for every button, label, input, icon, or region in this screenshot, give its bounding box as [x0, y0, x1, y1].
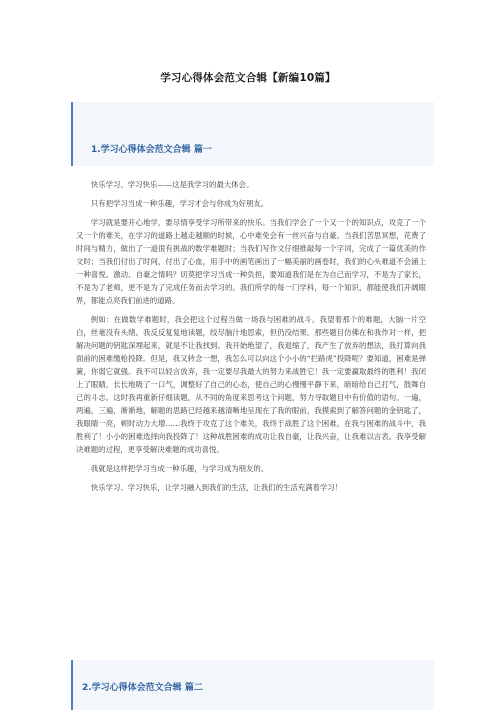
- section-heading-2: 2.学习心得体会范文合辑 篇二: [82, 683, 203, 693]
- paragraph: 快乐学习、学习快乐——这是我学习的最大体会。: [90, 180, 254, 189]
- paragraph: 例如：在做数学难题时，我会把这个过程当做一场我与困难的战斗。我望着那个的难题，大脑一片空白，丝毫没有头绪。我反反复复地读题，绞尽脑汁地思索，但仍没结果。那些题目仿佛在和我作对一样，把解决问题的钥匙深埋起来，就是不让我找到。我开始绝望了，我退缩了，我产生了放弃的想法，我打算向我面前的困难缴枪投降。但是，我又转念一想，我怎么可以向这个小小的“拦路虎”投降呢？要知道，困难是弹簧，你弱它就强。我不可以轻言放弃，我一定要尽我最大的努力来战胜它！我一定要赢取最终的胜利！我闭上了眼睛，长长地吸了一口气，调整好了自己的心态，使自己的心慢慢平静下来，暗暗给自己打气，鼓舞自己的斗志。这时我再重新仔细读题，从不同的角度来思考这个问题，努力寻取题目中有价值的语句。一遍，两遍，三遍，渐渐地，解题的思路已经越来越清晰地呈现在了我的眼前，我摸索到了解答问题的金钥匙了，我眼睛一亮，顿时动力大增……我终于攻克了这个难关，我终于战胜了这个困难。在我与困难的战斗中，我胜利了！小小的困难选择向我投降了！这种战胜困难的成功让我自豪，让我兴奋，让我难以言表。我享受解决难题的过程，更享受解决难题的成功喜悦。: [76, 315, 426, 454]
- paragraph: 学习就是要开心地学，要尽情享受学习所带来的快乐。当我们学会了一个又一个的知识点，攻克了一个又一个的难关，在学习的道路上越走越顺的时候，心中难免会有一丝兴奋与自豪。当我们苦思冥想，花费了时间与精力，做出了一道很有挑战的数学难题时；当我们写作文仔细推敲每一个字词，完成了一篇优美的作文时；当我们付出了时间，付出了心血，用手中的画笔画出了一幅美丽的画卷时，我们的心头难道不会涌上一种喜悦、激动、自豪之情吗？切莫把学习当成一种负担，要知道我们是在为自己而学习，不是为了家长，不是为了老师，更不是为了完成任务而去学习的。我们所学的每一门学科，每一个知识，都能使我们开阔眼界，都能点亮我们前进的道路。: [76, 218, 426, 305]
- paragraph: 我就是这样把学习当成一种乐趣，与学习成为朋友的。: [90, 464, 269, 473]
- document-title: 学习心得体会范文合辑【新编10篇】: [160, 72, 336, 84]
- paragraph: 快乐学习、学习快乐，让学习融入到我们的生活，让我们的生活充满着学习！: [90, 483, 343, 492]
- paragraph: 只有把学习当成一种乐趣，学习才会与你成为好朋友。: [90, 199, 269, 208]
- section-1-body: [76, 178, 426, 500]
- section-heading-1: 1.学习心得体会范文合辑 篇一: [91, 145, 212, 155]
- section-heading-box-2: [71, 660, 434, 710]
- section-heading-box-1: [71, 102, 434, 166]
